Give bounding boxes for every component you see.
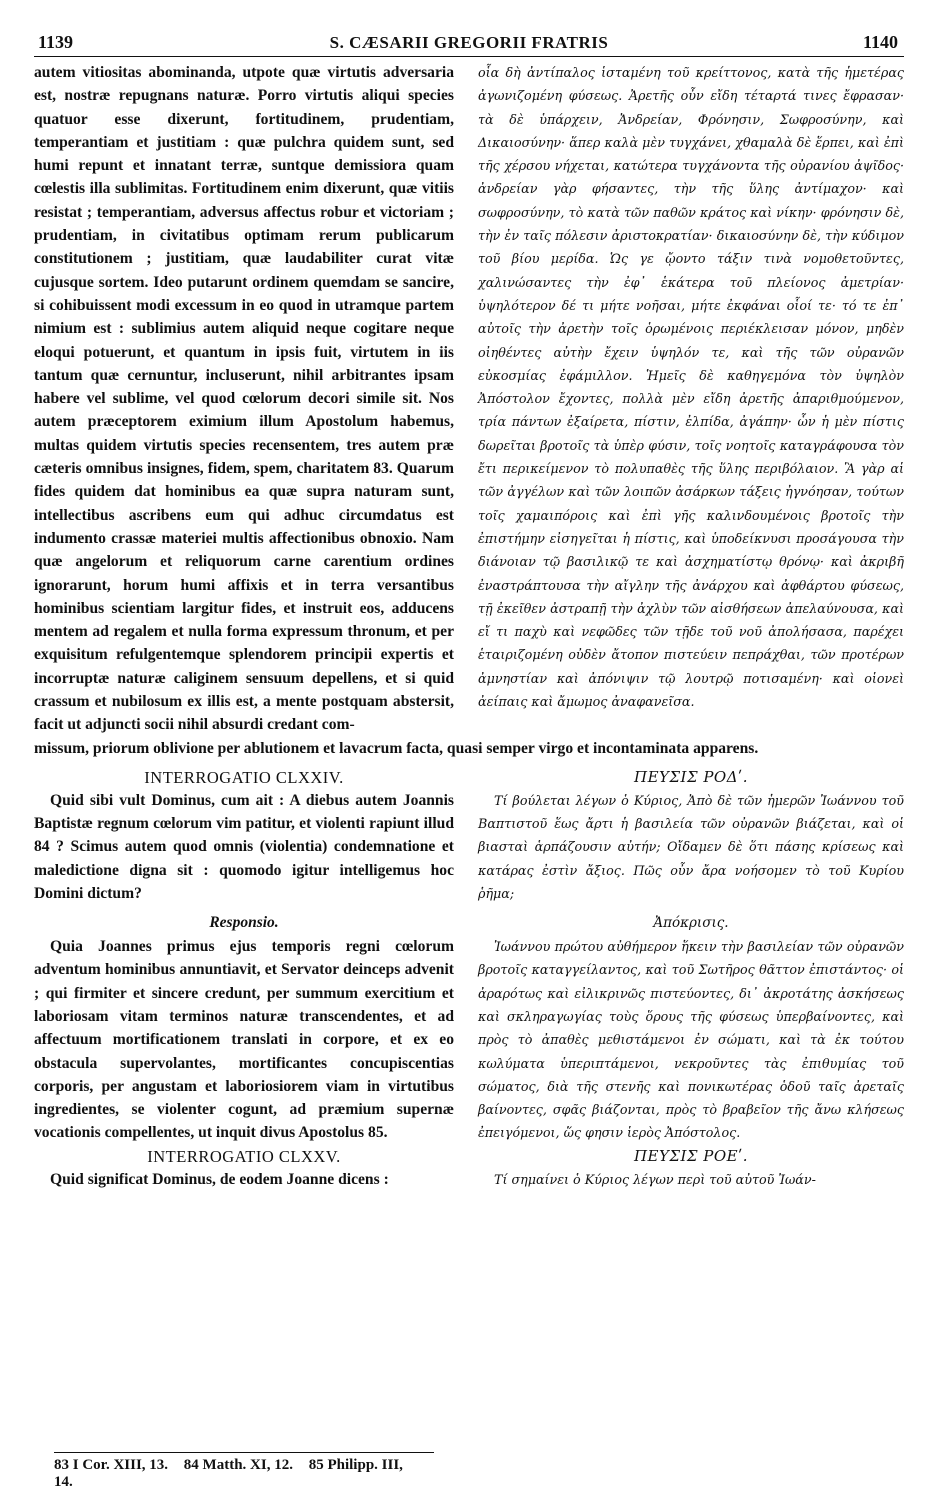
running-title: S. CÆSARII GREGORII FRATRIS xyxy=(329,33,609,52)
question-174-columns xyxy=(34,766,904,1191)
interrogatio-175-heading: INTERROGATIO CLXXV. xyxy=(147,1146,341,1166)
interrogatio-174-question: Quid sibi vult Dominus, cum ait : A diebus autem Joannis Baptistæ regnum cœlorum vim patitur, et violenti rapiunt illud 84 ? Scimus autem quod omnis (violentia) condemnatione et maledictione digna sit : quomodo igitur intelligemus hoc Domini dictum? xyxy=(34,791,454,902)
latin-full-width-continuation: missum, priorum oblivione per ablutionem et lavacrum facta, quasi semper virgo et incontaminata apparens. xyxy=(34,739,759,757)
interrogatio-174-heading: INTERROGATIO CLXXIV. xyxy=(144,767,344,787)
greek-column-top xyxy=(478,61,904,737)
latin-column-top xyxy=(34,61,454,737)
peusis-174-heading: ΠΕΥΣΙΣ ΡΟΔʹ. xyxy=(633,767,748,786)
footnotes xyxy=(54,1452,434,1491)
greek-paragraph: οἷα δὴ ἀντίπαλος ἱσταμένη τοῦ κρείττονος, κατὰ τῆς ἡμετέρας ἀγωνιζομένη φύσεως. Ἀρετῆς οὖν εἴδη τέταρτά τινες ἔφρασαν· τὰ δὲ ὑπάρχειν, Ἀνδρείαν, Φρόνησιν, Σωφροσύνην, καὶ Δικαιοσύνην· ἅπερ καλὰ μὲν τυγχάνει, χθαμαλὰ δὲ ἕρπει, καὶ ἐπὶ τῆς χέρσου νήχεται, κατώτερα τυγχάνοντα τῆς οὐρανίου ἀψῖδος· ἀνδρείαν γὰρ φήσαντες, τὴν τῆς ὕλης ἀντίμαχον· καὶ σωφροσύνην, τὸ κατὰ τῶν παθῶν κράτος καὶ νίκην· φρόνησιν δὲ, τὴν ἐν ταῖς πόλεσιν ἀριστοκρατίαν· δικαιοσύνην δὲ, τὴν κύδιμον τοῦ βίου μερίδα. Ὡς γε ᾤοντο τάξιν τινὰ νομοθετοῦντες, χαλινώσαντες τὴν ἐφ᾽ ἑκάτερα τοῦ πλείονος ἀμετρίαν· ὑψηλότερον δέ τι μήτε νοῆσαι, μήτε ἐκφάναι οἷοί τε· τό τε ἐπ᾽ αὐτοῖς τὴν ἀρετὴν τοῖς ὁρωμένοις περιέκλεισαν μόνον, μηδὲν οἰηθέντες αὐτὴν ἔχειν ὑψηλόν τε, καὶ τῆς τῶν οὐρανῶν εὐκοσμίας ἐφάμιλλον. Ἡμεῖς δὲ καθηγεμόνα τὸν ὑψηλὸν Ἀπόστολον ἔχοντες, πολλὰ μὲν εἴδη ἀρετῆς ἀπαριθμούμενον, τρία πάντων ἐξαίρετα, πίστιν, ἐλπίδα, ἀγάπην· ὧν ἡ μὲν πίστις δωρεῖται βροτοῖς τὰ ὑπὲρ φύσιν, τοῖς νοητοῖς καταγράφουσα τὸν ἔτι περικείμενον τὸ πολυπαθὲς τῆς ὕλης περιβόλαιον. Ἃ γὰρ αἱ τῶν ἀγγέλων καὶ τῶν λοιπῶν ἀσάρκων τάξεις ἠγνόησαν, τούτων τοῖς χαμαιπόροις καὶ ἐπὶ γῆς καλινδουμένοις βροτοῖς τὴν ἐπιστήμην εἰσηγεῖται ἡ πίστις, καὶ ὑποδείκνυσι προσάγουσα τὴν διάνοιαν τῷ βασιλικῷ τε καὶ ἀσχηματίστῳ θρόνῳ· καὶ ἀκριβῆ ἐναστράπτουσα τὴν αἴγλην τῆς ἀνάρχου καὶ ἀφθάρτου φύσεως, τῇ ἐκεῖθεν ἀστραπῇ τὴν ἀχλὺν τῶν αἰσθήσεων ἀπελαύνουσα, καὶ εἴ τι παχὺ καὶ νεφῶδες τῶν τῇδε τοῦ νοῦ ἀπολήσασα, παρέχει ἑταιριζομένη οὐδὲν ἄτοπον πιστεύειν πεπράχθαι, τῶν προτέρων ἀμνηστίαν καὶ ἀπόνιψιν τῷ λουτρῷ ποτισαμένη· καὶ οἱονεὶ ἀείπαις καὶ ἄμωμος ἀναφανεῖσα. xyxy=(478,65,904,710)
footnote-85: 85 Philipp. III, 14. xyxy=(54,1457,403,1490)
page-number-right: 1140 xyxy=(862,32,898,52)
apokrisis-heading: Ἀπόκρισις. xyxy=(653,915,729,932)
footnote-84: 84 Matth. XI, 12. xyxy=(183,1457,293,1473)
latin-column-q174 xyxy=(34,766,454,1191)
greek-column-q174 xyxy=(478,766,904,1191)
peusis-174-question: Τί βούλεται λέγων ὁ Κύριος, Ἀπὸ δὲ τῶν ἡμερῶν Ἰωάννου τοῦ Βαπτιστοῦ ἕως ἄρτι ἡ βασιλεία τῶν οὐρανῶν βιάζεται, καὶ οἱ βιασταὶ ἁρπάζουσιν αὐτήν; Οἴδαμεν δὲ ὅτι πάσης κρίσεως καὶ κατάρας ἐστὶν ἄξιος. Πῶς οὖν ἄρα νοήσομεν τὸ τοῦ Κυρίου ῥῆμα; xyxy=(478,792,904,901)
latin-paragraph: autem vitiositas abominanda, utpote quæ virtutis adversaria est, nostræ repugnans naturæ. Porro virtutis aliqui species quatuor esse dixerunt, fortitudinem, prudentiam, temperantiam et justitiam : quæ pulchra quidem sunt, sed humi repunt et innatant terræ, suntque demissiora quam cœlestis illa sublimitas. Fortitudinem enim dixerunt, quæ vitiis resistat ; temperantiam, adversus affectus robur et victoriam ; prudentiam, in civitatibus optimam rerum publicarum constitutionem ; justitiam, quæ laudabiliter curat vitæ cujusque sortem. Ideo putarunt ordinem quemdam se sancire, si cohibuissent modi excessum in eo quod in utramque partem nimium est : sublimius autem aliquid neque cogitare neque eloqui potuerunt, et quantum in ipsis fuit, virtutem in iis tantum quæ cernuntur, incluserunt, nihil arbitrantes ipsam habere vel sublime, vel quod cœlorum decori simile sit. Nos autem præceptorem eximium illum Apostolum habemus, multas quidem virtutis species recensentem, tres autem præ cæteris omnibus insignes, fidem, spem, charitatem 83. Quarum fides quidem dat hominibus ea quæ supra naturam sunt, intellectibus ascribens eum qui adhuc circumdatus est indumento crassæ materiei multis affectionibus obnoxio. Nam quæ angelorum et reliquorum carne carentium ordines ignorarunt, horum humi affixis et in terra versantibus hominibus scientiam largitur fides, et instruit eos, adducens mentem ad regalem et nulla forma expressum thronum, et per exquisitum refulgentemque splendorem principii expertis et incorruptæ naturæ caliginem sensuum depellens, et si quid crassum et nubilosum ex illis est, a mente postquam abstersit, facit ut adjuncti socii nihil absurdi credant com- xyxy=(34,64,454,734)
footnote-83: 83 I Cor. XIII, 13. xyxy=(54,1457,169,1473)
top-columns xyxy=(34,61,904,737)
responsio-174-text: Quia Joannes primus ejus temporis regni cœlorum adventum hominibus annuntiavit, et Servator deinceps advenit ; qui firmiter et sincere credunt, per summum exercitium et laboriosam vitam terminos naturæ transcendentes, et ad affectuum mortificationem translati in corpore, et ex eo obstacula supervolantes, mortificantes concupiscentias corporis, per angustam et laboriosiorem viam in virtutibus ingredientes, se violenter cogunt, ad præmium supernæ vocationis compellentes, ut inquit divus Apostolus 85. xyxy=(34,938,454,1142)
peusis-175-question: Τί σημαίνει ὁ Κύριος λέγων περὶ τοῦ αὐτοῦ Ἰωάν- xyxy=(494,1171,816,1187)
responsio-heading: Responsio. xyxy=(209,914,279,932)
apokrisis-174-text: Ἰωάννου πρώτου αὐθήμερον ἥκειν τὴν βασιλείαν τῶν οὐρανῶν βροτοῖς καταγγείλαντος, καὶ τοῦ Σωτῆρος θᾶττον ἐπιστάντος· οἱ ἀραρότως καὶ εἰλικρινῶς πιστεύοντες, δι᾽ ἀκροτάτης ἀσκήσεως καὶ σκληραγωγίας τοὺς ὅρους τῆς φύσεως ὑπερβαίνοντες, καὶ πρὸς τὸ ἀπαθὲς μεθιστάμενοι ἐν σώματι, καὶ τὰ ἐκ τούτου κωλύματα ὑπεριπτάμενοι, νεκροῦντες τὰς ἐπιθυμίας τοῦ σώματος, διὰ τῆς στενῆς καὶ πονικωτέρας ὁδοῦ ταῖς ἀρεταῖς βαίνοντες, σφᾶς βιάζονται, πρὸς τὸ βραβεῖον τῆς ἄνω κλήσεως ἐπειγόμενοι, ὥς φησιν ἱερὸς Ἀπόστολος. xyxy=(478,939,904,1141)
page-number-left: 1139 xyxy=(38,32,74,52)
peusis-175-heading: ΠΕΥΣΙΣ ΡΟΕʹ. xyxy=(633,1146,749,1165)
page-header xyxy=(34,30,904,57)
interrogatio-175-question: Quid significat Dominus, de eodem Joanne dicens : xyxy=(50,1170,389,1188)
